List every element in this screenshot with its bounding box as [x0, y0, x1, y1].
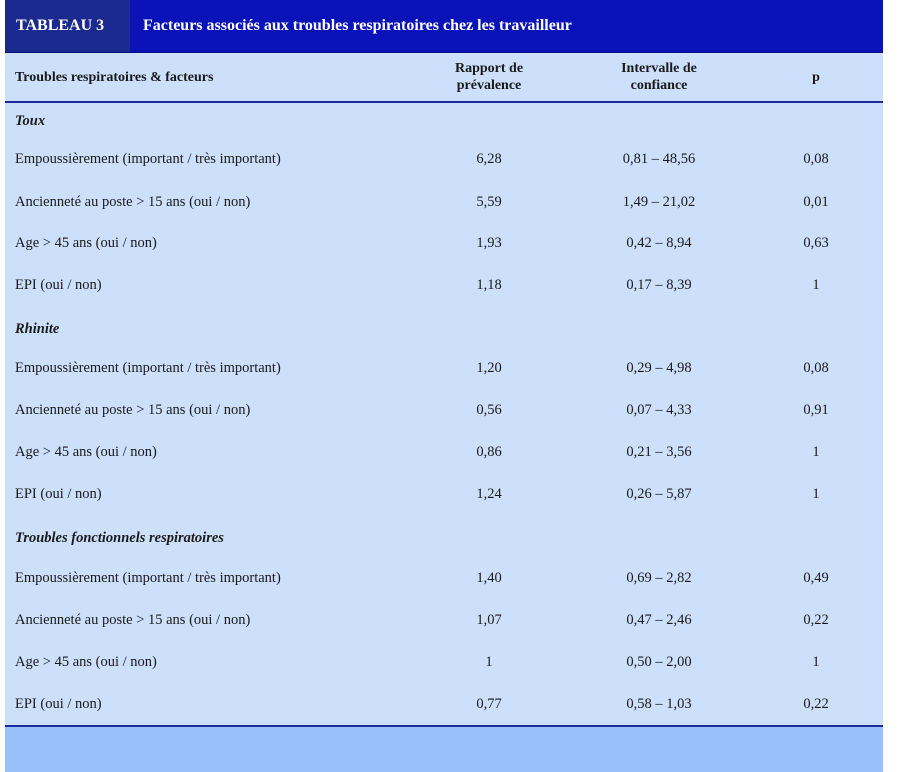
factor-cell: Age > 45 ans (oui / non) [15, 654, 157, 670]
factor-cell: Ancienneté au poste > 15 ans (oui / non) [15, 194, 251, 210]
p-cell: 0,08 [803, 360, 829, 376]
table-title-bar [5, 0, 883, 53]
factor-cell: EPI (oui / non) [15, 696, 102, 712]
ratio-cell: 6,28 [476, 151, 502, 167]
ratio-cell: 0,77 [476, 696, 502, 712]
factor-cell: Age > 45 ans (oui / non) [15, 235, 157, 251]
data-table [5, 0, 883, 772]
table-row [5, 389, 883, 431]
ci-cell: 0,50 – 2,00 [626, 654, 692, 670]
table-row [5, 181, 883, 223]
header-ratio-line2: prévalence [456, 78, 522, 93]
table-row [5, 347, 883, 389]
ratio-cell: 0,56 [476, 402, 502, 418]
header-factor [5, 53, 435, 101]
table-row [5, 431, 883, 473]
p-cell: 1 [812, 486, 820, 502]
p-cell: 0,22 [803, 612, 829, 628]
table-number: TABLEAU 3 [5, 0, 130, 52]
factor-cell: Ancienneté au poste > 15 ans (oui / non) [15, 612, 251, 628]
ci-cell: 0,26 – 5,87 [626, 486, 692, 502]
section-title: Rhinite [15, 321, 60, 337]
ci-cell: 1,49 – 21,02 [622, 194, 696, 210]
table-row [5, 138, 883, 180]
table-title: Facteurs associés aux troubles respiratoires chez les travailleur [143, 17, 572, 34]
table-row [5, 683, 883, 725]
section-heading [5, 520, 883, 562]
table-row [5, 557, 883, 599]
factor-cell: EPI (oui / non) [15, 486, 102, 502]
p-cell: 0,22 [803, 696, 829, 712]
ratio-cell: 1,93 [476, 235, 502, 251]
ci-cell: 0,07 – 4,33 [626, 402, 692, 418]
table-row [5, 264, 883, 306]
factor-cell: Empoussièrement (important / très important) [15, 151, 281, 167]
ratio-cell: 1,24 [476, 486, 502, 502]
table-row [5, 599, 883, 641]
ci-cell: 0,17 – 8,39 [626, 277, 692, 293]
column-header-row [5, 53, 883, 103]
ratio-cell: 1,40 [476, 570, 502, 586]
section-title: Toux [15, 113, 46, 129]
factor-cell: Empoussièrement (important / très important) [15, 570, 281, 586]
ratio-cell: 0,86 [476, 444, 502, 460]
p-cell: 1 [812, 277, 820, 293]
header-p [755, 53, 877, 101]
p-cell: 0,91 [803, 402, 829, 418]
table-row [5, 222, 883, 264]
p-cell: 1 [812, 444, 820, 460]
ratio-cell: 5,59 [476, 194, 502, 210]
factor-cell: Age > 45 ans (oui / non) [15, 444, 157, 460]
header-ci-line1: Intervalle de [621, 61, 697, 76]
header-p-label: p [812, 69, 820, 85]
ci-cell: 0,47 – 2,46 [626, 612, 692, 628]
ci-cell: 0,42 – 8,94 [626, 235, 692, 251]
p-cell: 0,49 [803, 570, 829, 586]
ratio-cell: 1,20 [476, 360, 502, 376]
ratio-cell: 1 [485, 654, 493, 670]
ratio-cell: 1,18 [476, 277, 502, 293]
p-cell: 0,63 [803, 235, 829, 251]
table-row [5, 473, 883, 515]
ci-cell: 0,29 – 4,98 [626, 360, 692, 376]
header-ratio [425, 53, 553, 101]
factor-cell: Ancienneté au poste > 15 ans (oui / non) [15, 402, 251, 418]
factor-cell: Empoussièrement (important / très important) [15, 360, 281, 376]
table-row [5, 641, 883, 683]
ratio-cell: 1,07 [476, 612, 502, 628]
factor-cell: EPI (oui / non) [15, 277, 102, 293]
ci-cell: 0,69 – 2,82 [626, 570, 692, 586]
p-cell: 0,01 [803, 194, 829, 210]
ci-cell: 0,81 – 48,56 [622, 151, 696, 167]
table-footer-band [5, 727, 883, 772]
p-cell: 0,08 [803, 151, 829, 167]
table-body [5, 53, 883, 725]
header-ci-line2: confiance [630, 78, 688, 93]
header-ratio-line1: Rapport de [454, 61, 524, 76]
section-title: Troubles fonctionnels respiratoires [15, 530, 224, 546]
ci-cell: 0,58 – 1,03 [626, 696, 692, 712]
header-factor-label: Troubles respiratoires & facteurs [15, 69, 214, 85]
ci-cell: 0,21 – 3,56 [626, 444, 692, 460]
header-ci [585, 53, 733, 101]
p-cell: 1 [812, 654, 820, 670]
